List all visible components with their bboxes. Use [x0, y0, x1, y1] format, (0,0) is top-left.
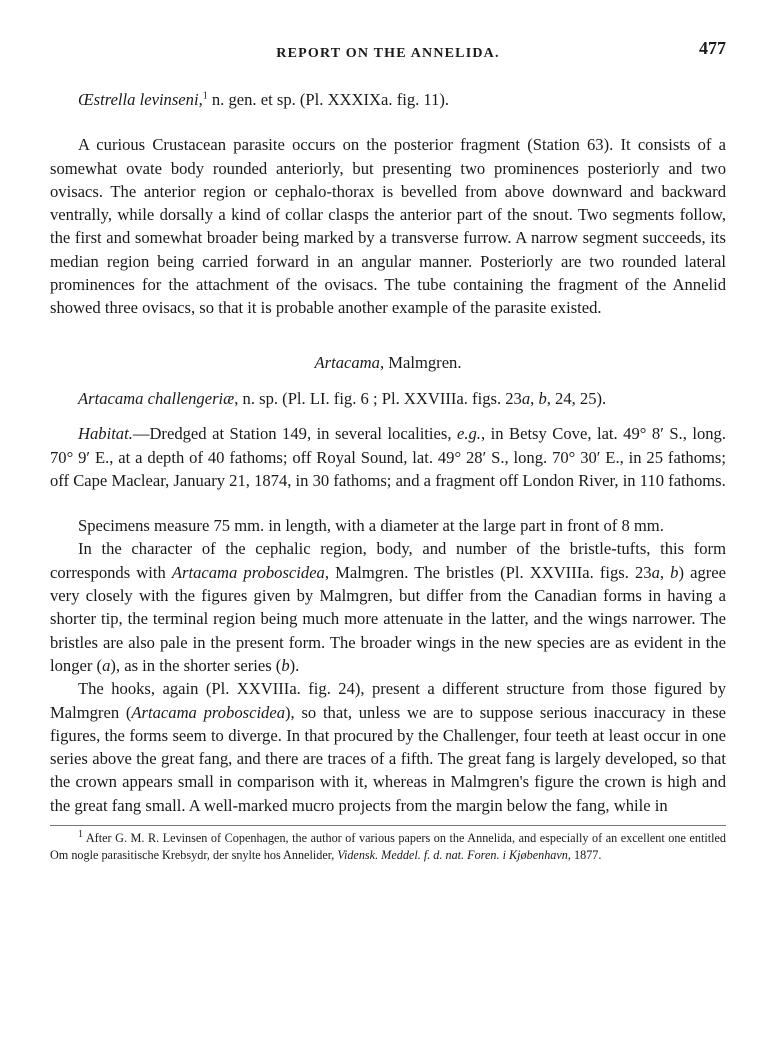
genus-name: Artacama — [314, 352, 380, 372]
body-text: , Malmgren. The bristles (Pl. XXVIIIa. figs. 23 — [324, 562, 652, 582]
species-heading-artacama — [50, 387, 726, 410]
footnote-ref: 1 — [202, 90, 208, 102]
cephalic-paragraph — [50, 537, 726, 677]
body-text: ) agree very closely with the figures given by Malmgren, but differ from the Canadian forms in having a shorter tip, the terminal region being much more attenuate in the latter, and the wings narrower. The bristles are also pale in the present form. The broader wings in the new species are as evident in the longer ( — [50, 562, 726, 675]
page-number: 477 — [699, 38, 726, 58]
habitat-eg: e.g. — [457, 424, 481, 444]
habitat-label: Habitat. — [78, 424, 133, 444]
parasite-paragraph: A curious Crustacean parasite occurs on the posterior fragment (Station 63). It consists of a somewhat ovate body rounded anteriorly, but presenting two prominences posteriorly and two ovisacs. The anterior region or cephalo-thorax is bevelled from above downward and backward ventrally, while dorsally a kind of collar clasps the anterior part of the snout. Two segments follow, the first and somewhat broader being marked by a transverse furrow. A narrow segment succeeds, its median region being carried forward in an angular manner. Posteriorly are two rounded lateral prominences for the attachment of the ovisacs. The tube containing the fragment of the Annelid showed three ovisacs, so that it is probable another example of the parasite existed. — [50, 135, 726, 318]
body-text: ), so that, unless we are to suppose serious inaccuracy in these figures, the forms seem to diverge. In that procured by the Challenger, four teeth at least occur in one series above the great fang, and there are traces of a fifth. The great fang is largely developed, so that the crown appears small in comparison with it, whereas in Malmgren's figure the crown is high and the great fang small. A well-marked mucro projects from the margin below the fang, while in — [50, 702, 727, 815]
footnote — [50, 830, 726, 864]
body-text: ). — [289, 655, 300, 675]
species-name-artacama: Artacama challengeriæ — [78, 388, 235, 408]
body-text: The hooks, again (Pl. XXVIIIa. fig. 24), present a different structure from those figured by Malmgren ( — [50, 679, 726, 722]
page-header — [50, 40, 726, 66]
species-heading-end: , 24, 25). — [546, 388, 607, 408]
habitat-text: , in Betsy Cove, lat. 49° 8′ S., long. 70° 9′ E., at a depth of 40 fathoms; off Royal Sound, lat. 49° 28′ S., long. 70° 30′ E., in 25 fathoms; off Cape Maclear, January 21, 1874, in 30 fathoms; and a fragment off London River, in 110 fathoms. — [50, 424, 726, 490]
habitat-paragraph — [50, 422, 726, 492]
genus-heading — [50, 351, 726, 374]
specimens-paragraph: Specimens measure 75 mm. in length, with a diameter at the large part in front of 8 mm. — [78, 516, 664, 536]
footnote-citation: Vidensk. Meddel. f. d. nat. Foren. i Kjøbenhavn — [337, 848, 568, 863]
footnote-divider — [50, 825, 726, 826]
habitat-text: —Dredged at Station 149, in several localities, — [132, 424, 457, 444]
figure-letter: b — [670, 562, 679, 582]
footnote-marker: 1 — [78, 828, 83, 840]
footnote-text: After G. M. R. Levinsen of Copenhagen, the author of various papers on the Annelida, and especially of an excellent one entitled Om nogle parasitische Krebsydr, der snylte hos Annelider, — [50, 831, 726, 863]
body-text: , — [659, 562, 671, 582]
footnote-text: , 1877. — [567, 848, 602, 863]
separator: , — [530, 388, 539, 408]
figure-letter: b — [538, 388, 547, 408]
species-name: Œstrella levinseni, — [78, 90, 203, 109]
figure-letter: a — [102, 655, 111, 675]
body-text: In the character of the cephalic region, body, and number of the bristle-tufts, this form corresponds with — [50, 539, 726, 582]
hooks-paragraph — [50, 677, 726, 817]
species-ref: Artacama proboscidea — [171, 562, 325, 582]
figure-letter: a — [651, 562, 660, 582]
figure-letter: a — [521, 388, 531, 408]
figure-letter: b — [281, 655, 290, 675]
body-text: ), as in the shorter series ( — [110, 655, 282, 675]
species-heading-rest: , n. sp. (Pl. LI. fig. 6 ; Pl. XXVIIIa. figs. 23 — [234, 388, 522, 408]
running-head: REPORT ON THE ANNELIDA. — [276, 46, 500, 61]
species-heading-oestrella — [50, 88, 726, 111]
genus-author: , Malmgren. — [379, 352, 462, 372]
species-heading-rest: n. gen. et sp. (Pl. XXXIXa. fig. 11). — [207, 90, 450, 109]
species-ref: Artacama proboscidea — [131, 702, 286, 722]
